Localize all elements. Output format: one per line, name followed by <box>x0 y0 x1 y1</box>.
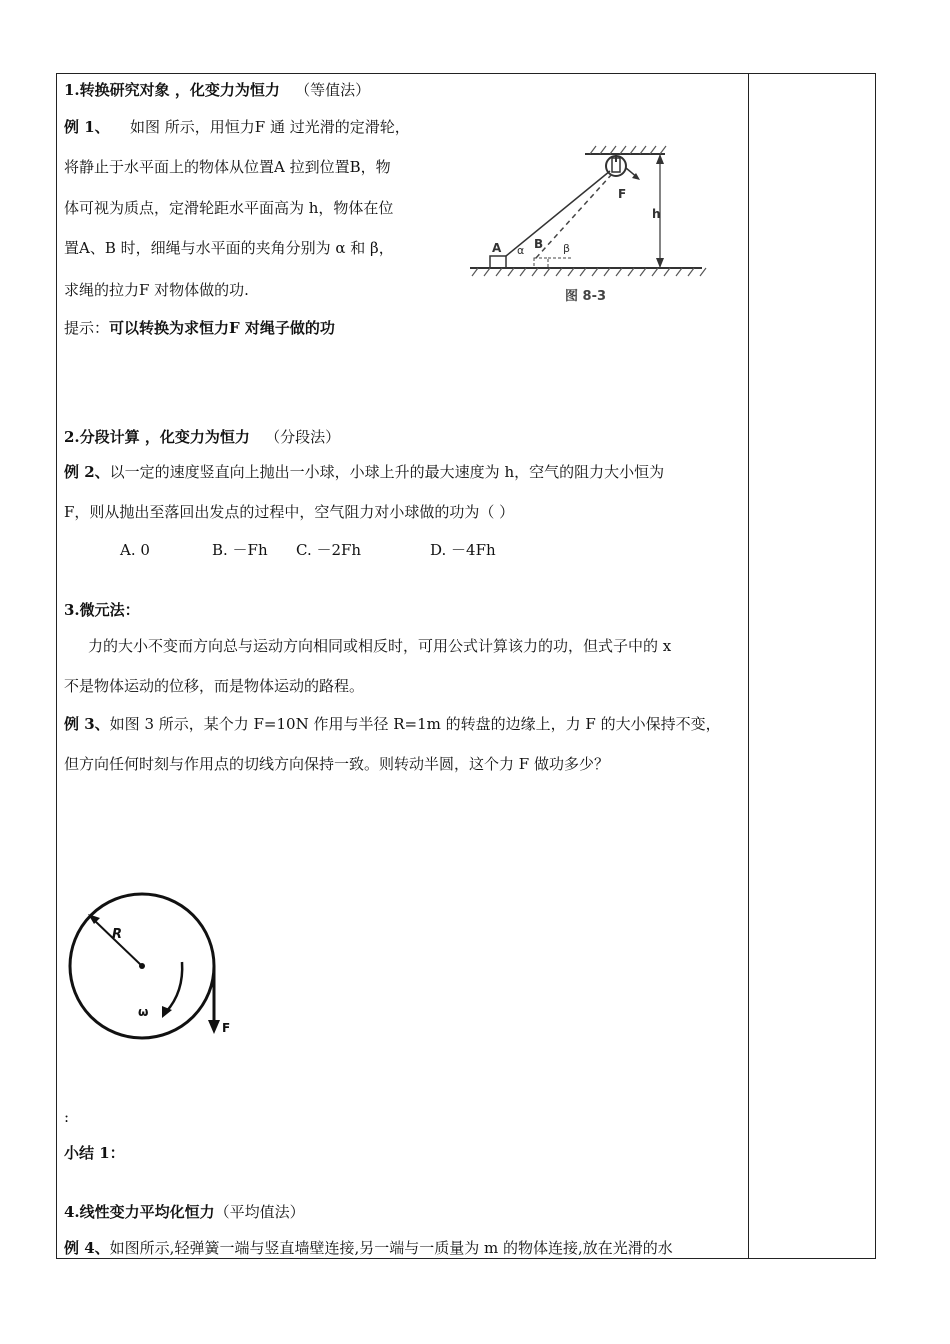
radius-arrowhead <box>88 914 100 924</box>
example2-line-1 <box>64 462 664 482</box>
example1-label: 例 1、 <box>64 118 110 136</box>
label-alpha: α <box>517 244 525 257</box>
ground-hatch <box>472 268 706 276</box>
example3-line-1 <box>64 714 721 734</box>
section4-heading-note: （平均值法） <box>214 1203 305 1221</box>
table-column-divider <box>748 73 749 1259</box>
height-arrow-bottom <box>656 258 664 268</box>
ceiling-hatch <box>590 146 666 154</box>
block-B <box>534 258 548 268</box>
disc-figure <box>62 880 232 1040</box>
example2-line-2: F，则从抛出至落回出发点的过程中，空气阻力对小球做的功为（ ） <box>64 503 515 521</box>
section1-heading <box>64 80 370 100</box>
section2-heading-note: （分段法） <box>265 428 341 446</box>
tangent-force-label: F <box>222 1021 231 1035</box>
radius-label: R <box>112 927 123 942</box>
option-C: C. －2Fh <box>296 541 362 559</box>
section3-para-line-1: 力的大小不变而方向总与运动方向相同或相反时，可用公式计算该力的功，但式子中的 x <box>88 637 672 655</box>
summary-label: 小结 1： <box>64 1144 125 1162</box>
example1-line-4: 置A、B 时，细绳与水平面的夹角分别为 α 和 β， <box>64 239 394 257</box>
rotation-arc <box>166 962 182 1012</box>
example4-label: 例 4、 <box>64 1239 110 1257</box>
section2-heading <box>64 427 340 447</box>
force-label: F <box>618 187 627 201</box>
example3-line-2: 但方向任何时刻与作用点的切线方向保持一致。则转动半圆，这个力 F 做功多少？ <box>64 755 609 773</box>
example3-label: 例 3、 <box>64 715 110 733</box>
option-B: B. －Fh <box>212 541 268 559</box>
hint-line <box>64 318 335 338</box>
section2-heading-text: 2.分段计算 ，化变力为恒力 <box>64 428 250 446</box>
colon-line: : <box>64 1108 70 1126</box>
omega-label: ω <box>138 1005 149 1019</box>
block-A <box>490 256 506 268</box>
example2-text-1: 以一定的速度竖直向上抛出一小球，小球上升的最大速度为 h，空气的阻力大小恒为 <box>109 463 665 481</box>
section1-heading-note: （等值法） <box>295 81 371 99</box>
example1-line-5: 求绳的拉力F 对物体做的功. <box>64 281 249 299</box>
example4-text-1: 如图所示,轻弹簧一端与竖直墙壁连接,另一端与一质量为 m 的物体连接,放在光滑的水 <box>109 1239 673 1257</box>
hint-label: 提示： <box>64 319 110 337</box>
pulley-figure <box>460 138 710 313</box>
option-D: D. －4Fh <box>430 541 496 559</box>
section4-heading-text: 4.线性变力平均化恒力 <box>64 1203 215 1221</box>
height-arrow-top <box>656 154 664 164</box>
rope-from-B <box>536 174 612 258</box>
section3-heading: 3.微元法： <box>64 601 140 619</box>
example1-line-3: 体可视为质点，定滑轮距水平面高为 h，物体在位 <box>64 199 394 217</box>
example4-line-1 <box>64 1238 673 1258</box>
example1-line-1: 如图 所示，用恒力F 通 过光滑的定滑轮， <box>130 118 410 136</box>
example2-label: 例 2、 <box>64 463 110 481</box>
section4-heading <box>64 1202 305 1222</box>
hint-text: 可以转换为求恒力F 对绳子做的功 <box>109 319 335 337</box>
tangent-force-arrowhead <box>208 1020 220 1034</box>
figure-caption: 图 8-3 <box>565 289 607 304</box>
section1-heading-text: 1.转换研究对象 ，化变力为恒力 <box>64 81 280 99</box>
section3-para-line-2: 不是物体运动的位移，而是物体运动的路程。 <box>64 677 365 695</box>
example3-text-1: 如图 3 所示，某个力 F=10N 作用与半径 R=1m 的转盘的边缘上，力 F 的大小保持不变， <box>109 715 721 733</box>
label-beta: β <box>563 242 571 255</box>
label-B: B <box>534 237 544 251</box>
option-A: A. 0 <box>120 541 150 559</box>
example1-line-2: 将静止于水平面上的物体从位置A 拉到位置B，物 <box>64 158 391 176</box>
height-label: h <box>652 207 661 221</box>
label-A: A <box>492 241 502 255</box>
